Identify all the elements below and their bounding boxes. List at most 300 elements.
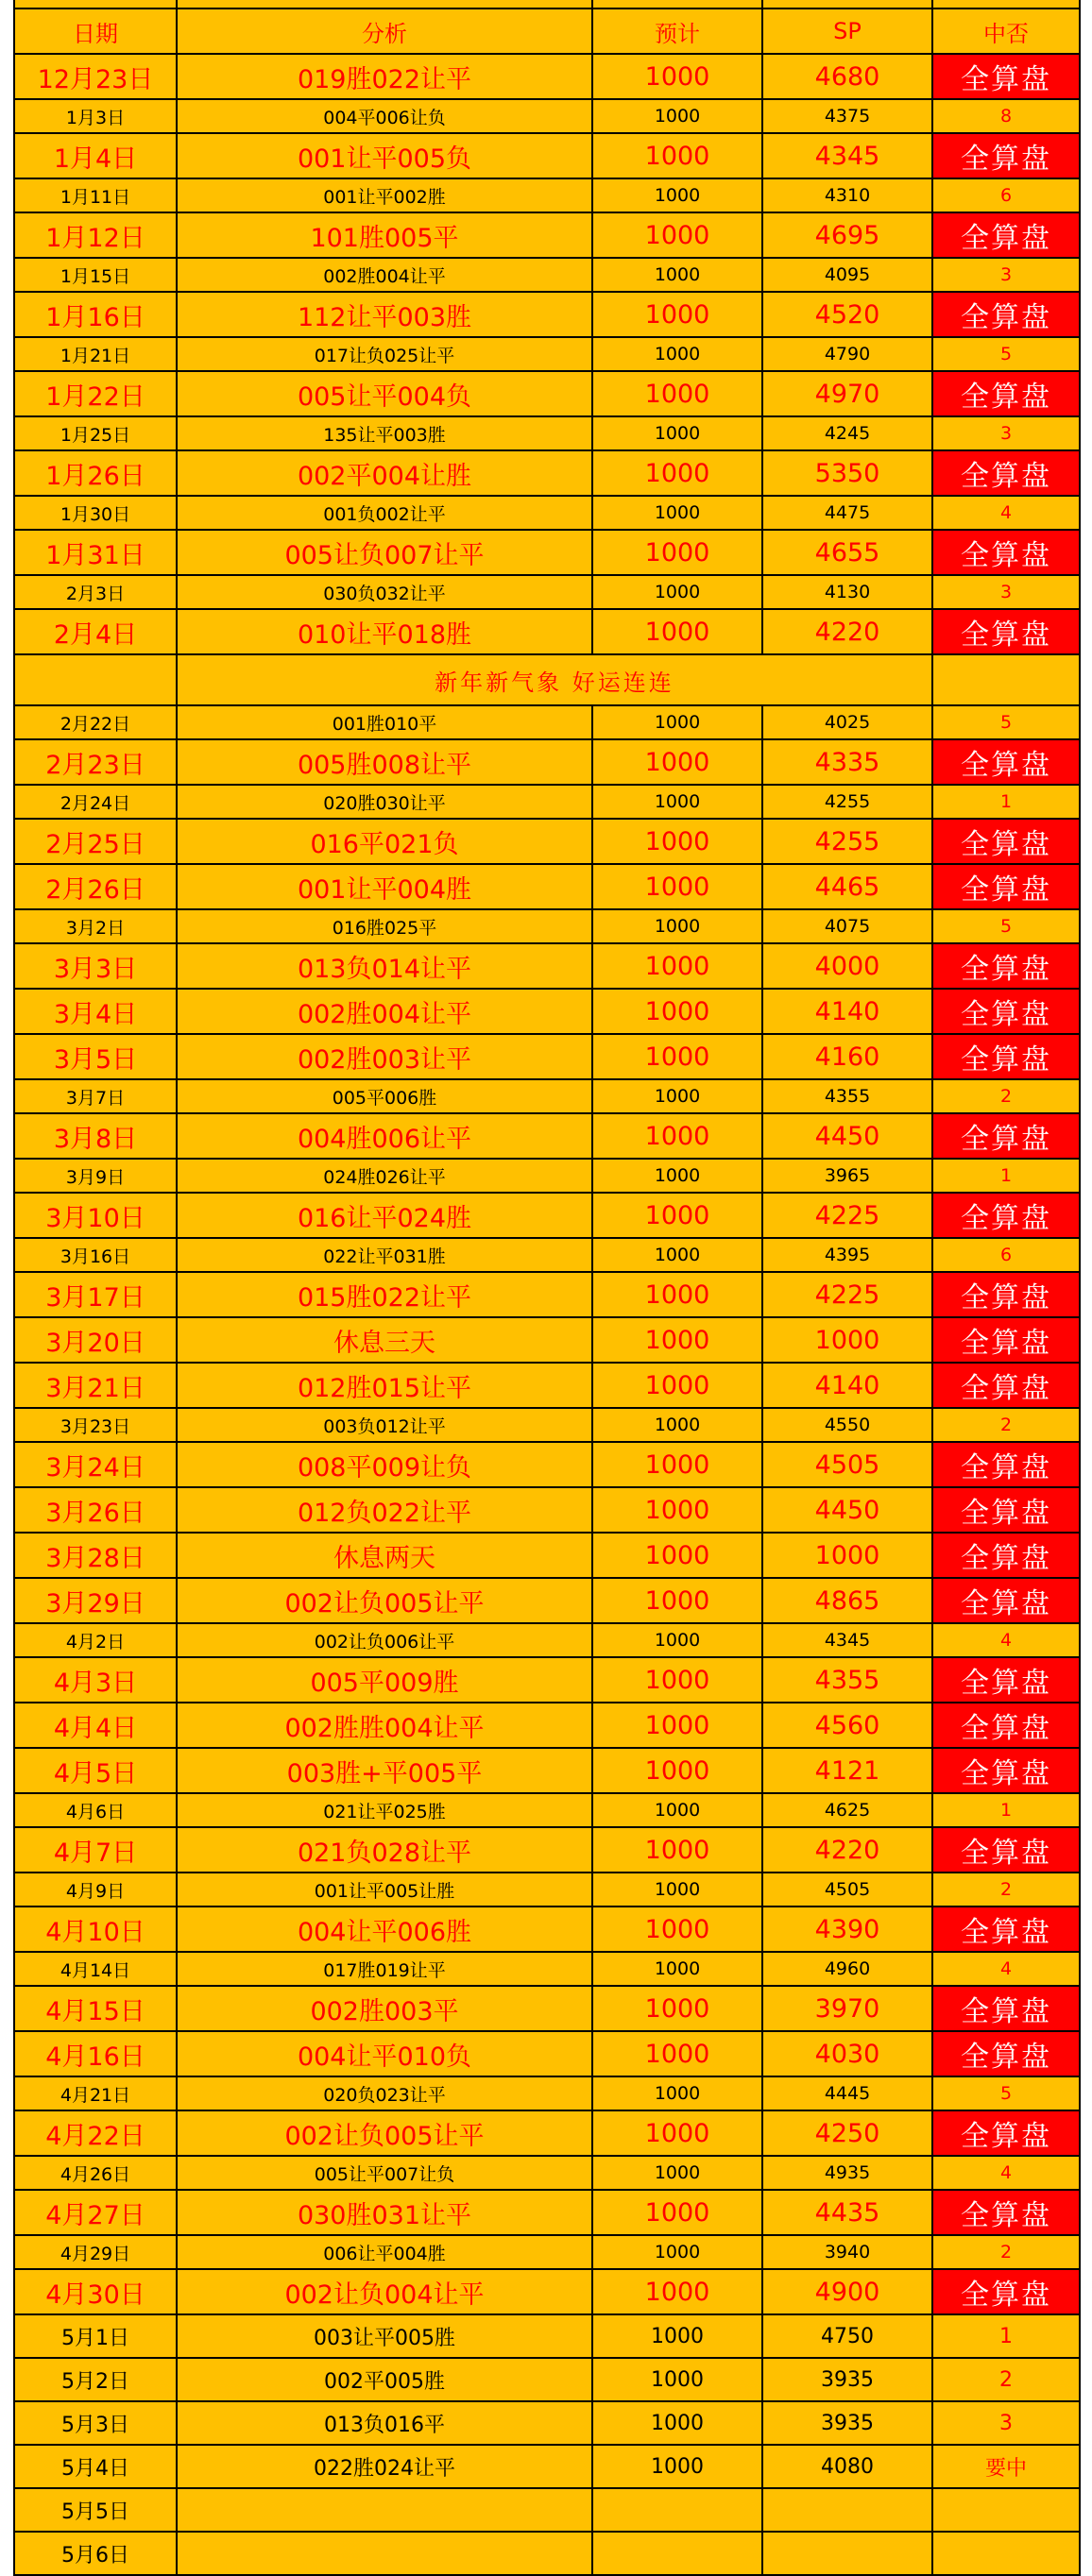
date-cell: 4月15日 [14, 1986, 177, 2031]
sp-cell: 4960 [762, 1952, 932, 1986]
result-win-badge: 全算盘 [932, 739, 1080, 785]
sp-cell [762, 2488, 932, 2532]
analysis-cell: 008平009让负 [177, 1442, 592, 1487]
date-cell: 1月3日 [14, 99, 177, 133]
prediction-cell: 1000 [592, 1703, 762, 1748]
result-win-badge: 全算盘 [932, 1748, 1080, 1793]
strip-cell [14, 0, 177, 8]
header-sp: SP [762, 8, 932, 54]
date-cell: 3月20日 [14, 1317, 177, 1363]
sp-cell: 4080 [762, 2445, 932, 2488]
result-cell: 5 [932, 909, 1080, 943]
table-row [14, 864, 1080, 909]
prediction-cell: 1000 [592, 1986, 762, 2031]
analysis-cell: 015胜022让平 [177, 1272, 592, 1317]
prediction-cell [592, 2532, 762, 2575]
result-cell: 3 [932, 416, 1080, 450]
analysis-cell: 002让负006让平 [177, 1623, 592, 1657]
date-cell: 4月3日 [14, 1657, 177, 1703]
prediction-cell: 1000 [592, 1623, 762, 1657]
date-cell: 5月3日 [14, 2401, 177, 2445]
result-win-badge: 全算盘 [932, 1533, 1080, 1578]
analysis-cell: 112让平003胜 [177, 292, 592, 337]
prediction-cell: 1000 [592, 609, 762, 654]
prediction-cell: 1000 [592, 258, 762, 292]
date-cell: 2月24日 [14, 785, 177, 819]
date-cell: 1月11日 [14, 178, 177, 212]
sp-cell: 4310 [762, 178, 932, 212]
prediction-cell: 1000 [592, 1272, 762, 1317]
prediction-cell: 1000 [592, 530, 762, 575]
table-body [14, 54, 1080, 2575]
table-row [14, 2076, 1080, 2110]
prediction-cell: 1000 [592, 337, 762, 371]
table-row [14, 54, 1080, 99]
table-row [14, 1034, 1080, 1079]
sp-cell: 4395 [762, 1238, 932, 1272]
sp-cell: 4220 [762, 609, 932, 654]
prediction-cell: 1000 [592, 864, 762, 909]
analysis-cell: 013负014让平 [177, 943, 592, 989]
prediction-cell: 1000 [592, 1079, 762, 1113]
table-row [14, 819, 1080, 864]
date-cell: 1月31日 [14, 530, 177, 575]
prediction-cell: 1000 [592, 450, 762, 496]
result-win-badge: 全算盘 [932, 943, 1080, 989]
prediction-cell: 1000 [592, 2031, 762, 2076]
analysis-cell: 002让负005让平 [177, 1578, 592, 1623]
analysis-cell: 004胜006让平 [177, 1113, 592, 1159]
table-row [14, 99, 1080, 133]
date-cell: 3月21日 [14, 1363, 177, 1408]
prediction-cell: 1000 [592, 1193, 762, 1238]
date-cell: 3月3日 [14, 943, 177, 989]
analysis-cell: 021让平025胜 [177, 1793, 592, 1827]
prediction-cell: 1000 [592, 1907, 762, 1952]
result-win-badge: 全算盘 [932, 1034, 1080, 1079]
table-row [14, 1442, 1080, 1487]
date-cell: 5月2日 [14, 2358, 177, 2401]
sp-cell: 1000 [762, 1317, 932, 1363]
table-row [14, 133, 1080, 178]
table-row-empty [14, 2488, 1080, 2532]
table-row [14, 1986, 1080, 2031]
date-cell: 4月10日 [14, 1907, 177, 1952]
analysis-cell: 001让平002胜 [177, 178, 592, 212]
analysis-cell: 004平006让负 [177, 99, 592, 133]
result-cell: 4 [932, 496, 1080, 530]
date-cell: 4月30日 [14, 2269, 177, 2314]
date-cell: 4月26日 [14, 2156, 177, 2190]
prediction-cell: 1000 [592, 1873, 762, 1907]
result-win-badge: 全算盘 [932, 292, 1080, 337]
result-cell: 5 [932, 705, 1080, 739]
table-row [14, 1907, 1080, 1952]
date-cell: 1月26日 [14, 450, 177, 496]
analysis-cell: 016平021负 [177, 819, 592, 864]
prediction-cell: 1000 [592, 909, 762, 943]
date-cell: 2月26日 [14, 864, 177, 909]
date-cell: 1月4日 [14, 133, 177, 178]
prediction-cell: 1000 [592, 1657, 762, 1703]
sp-cell: 4160 [762, 1034, 932, 1079]
header-prediction: 预计 [592, 8, 762, 54]
date-cell: 4月5日 [14, 1748, 177, 1793]
date-cell: 3月10日 [14, 1193, 177, 1238]
result-cell: 1 [932, 1159, 1080, 1193]
prediction-cell: 1000 [592, 371, 762, 416]
prediction-cell: 1000 [592, 2445, 762, 2488]
result-win-badge: 全算盘 [932, 1363, 1080, 1408]
prediction-cell: 1000 [592, 989, 762, 1034]
table-row-empty [14, 2532, 1080, 2575]
analysis-cell: 012负022让平 [177, 1487, 592, 1533]
result-cell: 要中 [932, 2445, 1080, 2488]
table-row [14, 2031, 1080, 2076]
prediction-cell [592, 2488, 762, 2532]
table-row [14, 739, 1080, 785]
sp-cell: 4225 [762, 1272, 932, 1317]
sp-cell: 4345 [762, 1623, 932, 1657]
date-cell: 5月6日 [14, 2532, 177, 2575]
prediction-cell: 1000 [592, 819, 762, 864]
table-row [14, 1317, 1080, 1363]
result-cell: 1 [932, 2314, 1080, 2358]
result-win-badge: 全算盘 [932, 1827, 1080, 1873]
table-row [14, 909, 1080, 943]
notice-text: 新年新气象 好运连连 [177, 654, 932, 705]
prediction-cell: 1000 [592, 1034, 762, 1079]
analysis-cell: 001让平005负 [177, 133, 592, 178]
date-cell: 5月1日 [14, 2314, 177, 2358]
sp-cell: 4435 [762, 2190, 932, 2235]
date-cell: 4月27日 [14, 2190, 177, 2235]
analysis-cell: 003胜+平005平 [177, 1748, 592, 1793]
analysis-cell: 101胜005平 [177, 212, 592, 258]
result-win-badge: 全算盘 [932, 212, 1080, 258]
sp-cell: 4475 [762, 496, 932, 530]
date-cell: 4月7日 [14, 1827, 177, 1873]
prediction-cell: 1000 [592, 1442, 762, 1487]
result-win-badge: 全算盘 [932, 530, 1080, 575]
result-cell: 5 [932, 2076, 1080, 2110]
notice-spacer [932, 654, 1080, 705]
result-cell: 5 [932, 337, 1080, 371]
table-row [14, 2314, 1080, 2358]
sp-cell: 4750 [762, 2314, 932, 2358]
date-cell: 3月29日 [14, 1578, 177, 1623]
sp-cell: 4935 [762, 2156, 932, 2190]
sp-cell: 4695 [762, 212, 932, 258]
sp-cell: 4375 [762, 99, 932, 133]
result-cell: 2 [932, 2235, 1080, 2269]
date-cell: 3月7日 [14, 1079, 177, 1113]
analysis-cell: 010让平018胜 [177, 609, 592, 654]
table-row [14, 1578, 1080, 1623]
prediction-cell: 1000 [592, 496, 762, 530]
table-row [14, 1159, 1080, 1193]
result-cell: 2 [932, 1408, 1080, 1442]
sp-cell: 4505 [762, 1873, 932, 1907]
sp-cell: 3935 [762, 2358, 932, 2401]
table-row [14, 2110, 1080, 2156]
prediction-cell: 1000 [592, 1238, 762, 1272]
sp-cell: 4520 [762, 292, 932, 337]
sp-cell: 4445 [762, 2076, 932, 2110]
analysis-cell: 017让负025让平 [177, 337, 592, 371]
analysis-cell: 135让平003胜 [177, 416, 592, 450]
sp-cell: 3940 [762, 2235, 932, 2269]
table-row [14, 1079, 1080, 1113]
table-row [14, 2401, 1080, 2445]
strip-cell [177, 0, 592, 8]
sp-cell: 4345 [762, 133, 932, 178]
sp-cell: 4245 [762, 416, 932, 450]
prediction-cell: 1000 [592, 1113, 762, 1159]
table-row [14, 416, 1080, 450]
sp-cell: 4075 [762, 909, 932, 943]
notice-row [14, 654, 1080, 705]
result-win-badge: 全算盘 [932, 1487, 1080, 1533]
table-row [14, 2156, 1080, 2190]
prediction-cell: 1000 [592, 54, 762, 99]
result-cell: 1 [932, 785, 1080, 819]
table-row [14, 530, 1080, 575]
date-cell: 4月22日 [14, 2110, 177, 2156]
table-row [14, 1793, 1080, 1827]
sp-cell: 4900 [762, 2269, 932, 2314]
analysis-cell: 002胜003让平 [177, 1034, 592, 1079]
sp-cell: 4655 [762, 530, 932, 575]
analysis-cell: 030负032让平 [177, 575, 592, 609]
prediction-cell: 1000 [592, 2156, 762, 2190]
strip-cell [592, 0, 762, 8]
prediction-cell: 1000 [592, 575, 762, 609]
prediction-cell: 1000 [592, 705, 762, 739]
date-cell: 12月23日 [14, 54, 177, 99]
date-cell: 4月14日 [14, 1952, 177, 1986]
sp-cell: 4505 [762, 1442, 932, 1487]
sp-cell: 4560 [762, 1703, 932, 1748]
result-win-badge: 全算盘 [932, 450, 1080, 496]
table-row [14, 1193, 1080, 1238]
table-row [14, 2269, 1080, 2314]
analysis-cell: 019胜022让平 [177, 54, 592, 99]
table-row [14, 2235, 1080, 2269]
result-win-badge: 全算盘 [932, 1113, 1080, 1159]
result-cell: 1 [932, 1793, 1080, 1827]
analysis-cell: 002胜胜004让平 [177, 1703, 592, 1748]
sp-cell: 4095 [762, 258, 932, 292]
result-cell: 3 [932, 258, 1080, 292]
prediction-cell: 1000 [592, 1487, 762, 1533]
analysis-cell [177, 2488, 592, 2532]
analysis-cell: 002平004让胜 [177, 450, 592, 496]
date-cell: 3月8日 [14, 1113, 177, 1159]
analysis-cell: 013负016平 [177, 2401, 592, 2445]
date-cell: 3月28日 [14, 1533, 177, 1578]
prediction-cell: 1000 [592, 178, 762, 212]
date-cell: 1月25日 [14, 416, 177, 450]
result-win-badge: 全算盘 [932, 819, 1080, 864]
result-cell: 8 [932, 99, 1080, 133]
prediction-cell: 1000 [592, 2190, 762, 2235]
table-row [14, 292, 1080, 337]
prediction-cell: 1000 [592, 2358, 762, 2401]
result-win-badge: 全算盘 [932, 989, 1080, 1034]
analysis-cell: 004让平006胜 [177, 1907, 592, 1952]
date-cell: 4月6日 [14, 1793, 177, 1827]
result-win-badge: 全算盘 [932, 371, 1080, 416]
analysis-cell: 002胜004让平 [177, 989, 592, 1034]
table-row [14, 609, 1080, 654]
table-row [14, 1827, 1080, 1873]
result-cell [932, 2532, 1080, 2575]
table-row [14, 212, 1080, 258]
result-win-badge: 全算盘 [932, 1442, 1080, 1487]
date-cell: 1月12日 [14, 212, 177, 258]
result-win-badge: 全算盘 [932, 2190, 1080, 2235]
result-cell: 2 [932, 2358, 1080, 2401]
strip-cell [932, 0, 1080, 8]
result-win-badge: 全算盘 [932, 609, 1080, 654]
result-cell: 2 [932, 1079, 1080, 1113]
result-win-badge: 全算盘 [932, 864, 1080, 909]
table-row [14, 2358, 1080, 2401]
prediction-cell: 1000 [592, 1408, 762, 1442]
date-cell: 3月2日 [14, 909, 177, 943]
table-row [14, 2445, 1080, 2488]
table-row [14, 705, 1080, 739]
date-cell: 4月4日 [14, 1703, 177, 1748]
table-row [14, 1873, 1080, 1907]
notice-spacer [14, 654, 177, 705]
table-row [14, 1272, 1080, 1317]
analysis-cell: 016让平024胜 [177, 1193, 592, 1238]
analysis-cell: 004让平010负 [177, 2031, 592, 2076]
sp-cell: 4465 [762, 864, 932, 909]
sp-cell: 4335 [762, 739, 932, 785]
prediction-cell: 1000 [592, 292, 762, 337]
prediction-cell: 1000 [592, 943, 762, 989]
analysis-cell: 001胜010平 [177, 705, 592, 739]
result-cell: 4 [932, 1623, 1080, 1657]
prediction-cell: 1000 [592, 1533, 762, 1578]
analysis-cell: 016胜025平 [177, 909, 592, 943]
analysis-cell: 休息两天 [177, 1533, 592, 1578]
header-date: 日期 [14, 8, 177, 54]
results-table [13, 0, 1081, 2576]
results-table-container [13, 0, 1079, 2568]
result-win-badge: 全算盘 [932, 133, 1080, 178]
table-row [14, 1952, 1080, 1986]
date-cell: 1月16日 [14, 292, 177, 337]
table-row [14, 1113, 1080, 1159]
analysis-cell: 休息三天 [177, 1317, 592, 1363]
date-cell: 3月4日 [14, 989, 177, 1034]
prediction-cell: 1000 [592, 1952, 762, 1986]
analysis-cell: 021负028让平 [177, 1827, 592, 1873]
table-top-strip [14, 0, 1080, 8]
result-win-badge: 全算盘 [932, 2269, 1080, 2314]
sp-cell: 4970 [762, 371, 932, 416]
sp-cell: 4680 [762, 54, 932, 99]
date-cell: 3月17日 [14, 1272, 177, 1317]
header-result: 中否 [932, 8, 1080, 54]
sp-cell: 4255 [762, 785, 932, 819]
sp-cell: 4140 [762, 1363, 932, 1408]
sp-cell: 3935 [762, 2401, 932, 2445]
analysis-cell: 017胜019让平 [177, 1952, 592, 1986]
date-cell: 5月4日 [14, 2445, 177, 2488]
table-header-row [14, 8, 1080, 54]
result-win-badge: 全算盘 [932, 1317, 1080, 1363]
sp-cell: 4225 [762, 1193, 932, 1238]
analysis-cell: 002胜004让平 [177, 258, 592, 292]
table-row [14, 258, 1080, 292]
prediction-cell: 1000 [592, 1317, 762, 1363]
analysis-cell: 020负023让平 [177, 2076, 592, 2110]
analysis-cell: 012胜015让平 [177, 1363, 592, 1408]
table-row [14, 1408, 1080, 1442]
prediction-cell: 1000 [592, 785, 762, 819]
result-win-badge: 全算盘 [932, 1703, 1080, 1748]
table-row [14, 785, 1080, 819]
table-row [14, 575, 1080, 609]
table-row [14, 337, 1080, 371]
date-cell: 4月16日 [14, 2031, 177, 2076]
prediction-cell: 1000 [592, 416, 762, 450]
sp-cell: 4121 [762, 1748, 932, 1793]
result-win-badge: 全算盘 [932, 1578, 1080, 1623]
table-row [14, 1363, 1080, 1408]
analysis-cell: 005让平007让负 [177, 2156, 592, 2190]
analysis-cell: 002平005胜 [177, 2358, 592, 2401]
analysis-cell: 022让平031胜 [177, 1238, 592, 1272]
header-analysis: 分析 [177, 8, 592, 54]
result-win-badge: 全算盘 [932, 1272, 1080, 1317]
table-row [14, 989, 1080, 1034]
prediction-cell: 1000 [592, 2401, 762, 2445]
analysis-cell: 001让平005让胜 [177, 1873, 592, 1907]
table-row [14, 943, 1080, 989]
date-cell: 2月22日 [14, 705, 177, 739]
analysis-cell: 003负012让平 [177, 1408, 592, 1442]
prediction-cell: 1000 [592, 2314, 762, 2358]
date-cell: 4月2日 [14, 1623, 177, 1657]
date-cell: 4月21日 [14, 2076, 177, 2110]
prediction-cell: 1000 [592, 212, 762, 258]
prediction-cell: 1000 [592, 1578, 762, 1623]
date-cell: 2月4日 [14, 609, 177, 654]
sp-cell: 4000 [762, 943, 932, 989]
result-cell: 6 [932, 178, 1080, 212]
table-row [14, 1748, 1080, 1793]
sp-cell: 4255 [762, 819, 932, 864]
table-row [14, 371, 1080, 416]
analysis-cell: 002胜003平 [177, 1986, 592, 2031]
prediction-cell: 1000 [592, 99, 762, 133]
result-win-badge: 全算盘 [932, 1986, 1080, 2031]
sp-cell: 1000 [762, 1533, 932, 1578]
table-row [14, 496, 1080, 530]
prediction-cell: 1000 [592, 1159, 762, 1193]
result-cell [932, 2488, 1080, 2532]
sp-cell: 4140 [762, 989, 932, 1034]
table-row [14, 1657, 1080, 1703]
result-win-badge: 全算盘 [932, 1657, 1080, 1703]
sp-cell: 4450 [762, 1487, 932, 1533]
